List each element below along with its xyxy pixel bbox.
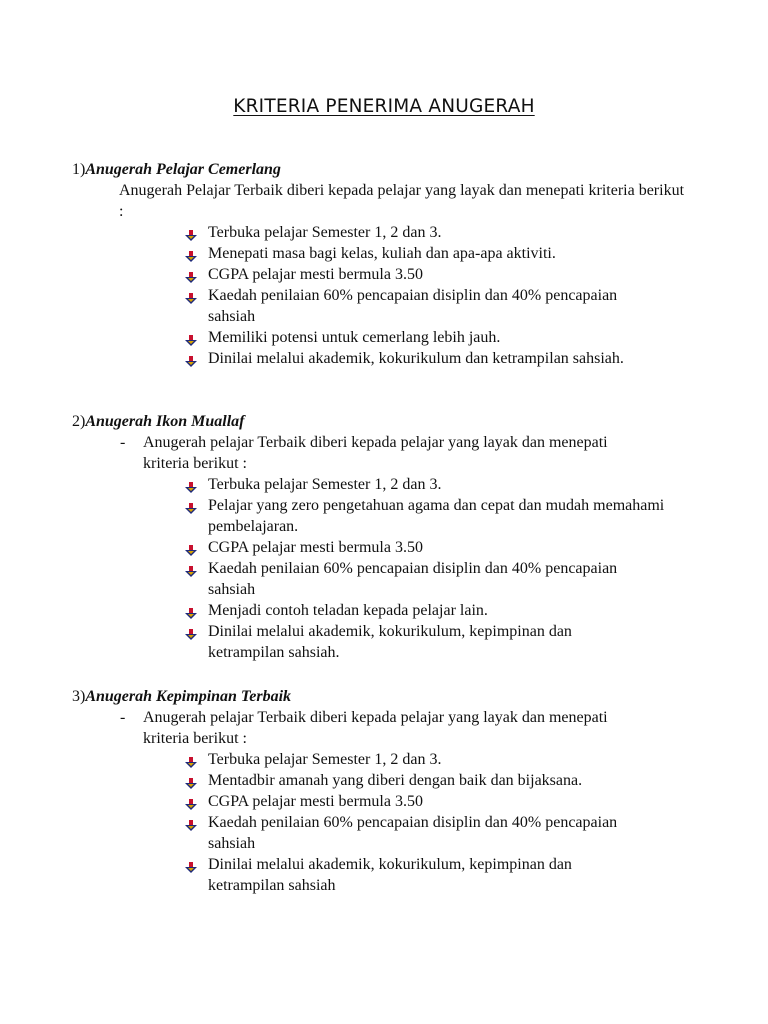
section-heading bbox=[72, 411, 692, 432]
criteria-text: Terbuka pelajar Semester 1, 2 dan 3. bbox=[208, 751, 442, 768]
arrow-down-bullet-icon bbox=[185, 332, 197, 344]
award-section-2 bbox=[72, 411, 692, 663]
section-heading bbox=[72, 159, 692, 180]
section-intro-text: Anugerah pelajar Terbaik diberi kepada pelajar yang layak dan menepati kriteria berikut : bbox=[143, 434, 608, 472]
criteria-item bbox=[208, 222, 692, 243]
section-intro: Anugerah Pelajar Terbaik diberi kepada pelajar yang layak dan menepati kriteria berikut : bbox=[119, 182, 685, 220]
page-title: KRITERIA PENERIMA ANUGERAH bbox=[233, 96, 535, 117]
section-intro bbox=[72, 432, 623, 474]
section-number: 1) bbox=[72, 161, 86, 178]
award-name: Anugerah Kepimpinan Terbaik bbox=[85, 688, 292, 705]
arrow-down-bullet-icon bbox=[185, 353, 197, 365]
criteria-item bbox=[208, 621, 648, 663]
criteria-text: Kaedah penilaian 60% pencapaian disiplin dan 40% pencapaian sahsiah bbox=[208, 287, 618, 325]
criteria-text: Dinilai melalui akademik, kokurikulum, kepimpinan dan ketrampilan sahsiah bbox=[208, 856, 572, 894]
arrow-down-bullet-icon bbox=[185, 817, 197, 829]
section-intro bbox=[72, 707, 623, 749]
criteria-text: Dinilai melalui akademik, kokurikulum dan ketrampilan sahsiah. bbox=[208, 350, 624, 367]
criteria-item bbox=[208, 495, 668, 537]
criteria-list bbox=[72, 749, 692, 896]
arrow-down-bullet-icon bbox=[185, 605, 197, 617]
arrow-down-bullet-icon bbox=[185, 754, 197, 766]
criteria-text: Mentadbir amanah yang diberi dengan baik dan bijaksana. bbox=[208, 772, 583, 789]
criteria-text: CGPA pelajar mesti bermula 3.50 bbox=[208, 539, 423, 556]
arrow-down-bullet-icon bbox=[185, 227, 197, 239]
arrow-down-bullet-icon bbox=[185, 542, 197, 554]
criteria-item bbox=[208, 474, 692, 495]
criteria-text: Kaedah penilaian 60% pencapaian disiplin dan 40% pencapaian sahsiah bbox=[208, 814, 618, 852]
criteria-item bbox=[208, 600, 692, 621]
arrow-down-bullet-icon bbox=[185, 626, 197, 638]
criteria-item bbox=[208, 537, 692, 558]
arrow-down-bullet-icon bbox=[185, 563, 197, 575]
section-intro-text: Anugerah pelajar Terbaik diberi kepada pelajar yang layak dan menepati kriteria berikut : bbox=[143, 709, 608, 747]
criteria-item bbox=[208, 749, 692, 770]
criteria-list bbox=[72, 222, 692, 369]
dash-mark: - bbox=[120, 434, 126, 451]
criteria-item bbox=[208, 285, 618, 327]
criteria-item bbox=[208, 264, 692, 285]
criteria-text: CGPA pelajar mesti bermula 3.50 bbox=[208, 793, 423, 810]
criteria-text: Menepati masa bagi kelas, kuliah dan apa-apa aktiviti. bbox=[208, 245, 556, 262]
criteria-text: Menjadi contoh teladan kepada pelajar lain. bbox=[208, 602, 488, 619]
arrow-down-bullet-icon bbox=[185, 500, 197, 512]
criteria-item bbox=[208, 558, 618, 600]
section-heading bbox=[72, 686, 692, 707]
arrow-down-bullet-icon bbox=[185, 796, 197, 808]
arrow-down-bullet-icon bbox=[185, 248, 197, 260]
criteria-text: CGPA pelajar mesti bermula 3.50 bbox=[208, 266, 423, 283]
criteria-item bbox=[208, 854, 648, 896]
criteria-text: Dinilai melalui akademik, kokurikulum, kepimpinan dan ketrampilan sahsiah. bbox=[208, 623, 572, 661]
arrow-down-bullet-icon bbox=[185, 775, 197, 787]
criteria-item bbox=[208, 812, 618, 854]
criteria-text: Memiliki potensi untuk cemerlang lebih jauh. bbox=[208, 329, 501, 346]
award-section-1 bbox=[72, 159, 692, 369]
award-section-3 bbox=[72, 686, 692, 896]
criteria-list bbox=[72, 474, 692, 663]
criteria-item bbox=[208, 348, 648, 369]
arrow-down-bullet-icon bbox=[185, 290, 197, 302]
arrow-down-bullet-icon bbox=[185, 859, 197, 871]
criteria-item bbox=[208, 243, 692, 264]
section-number: 3) bbox=[72, 688, 86, 705]
dash-mark: - bbox=[120, 709, 126, 726]
criteria-text: Terbuka pelajar Semester 1, 2 dan 3. bbox=[208, 476, 442, 493]
section-number: 2) bbox=[72, 413, 86, 430]
criteria-text: Kaedah penilaian 60% pencapaian disiplin dan 40% pencapaian sahsiah bbox=[208, 560, 618, 598]
criteria-text: Pelajar yang zero pengetahuan agama dan cepat dan mudah memahami pembelajaran. bbox=[208, 497, 665, 535]
criteria-item bbox=[208, 327, 692, 348]
criteria-item bbox=[208, 770, 692, 791]
criteria-item bbox=[208, 791, 692, 812]
criteria-text: Terbuka pelajar Semester 1, 2 dan 3. bbox=[208, 224, 442, 241]
arrow-down-bullet-icon bbox=[185, 479, 197, 491]
award-name: Anugerah Pelajar Cemerlang bbox=[85, 161, 281, 178]
award-name: Anugerah Ikon Muallaf bbox=[85, 413, 245, 430]
arrow-down-bullet-icon bbox=[185, 269, 197, 281]
